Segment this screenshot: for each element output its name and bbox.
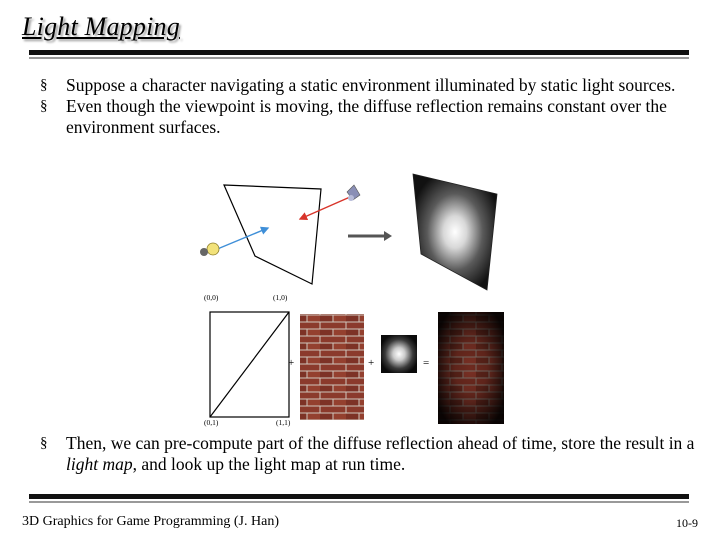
footer-rule bbox=[29, 494, 689, 499]
title-rule-shadow bbox=[29, 57, 689, 59]
bullet-icon: § bbox=[40, 77, 48, 93]
view-ray bbox=[215, 228, 268, 250]
equals-sign: = bbox=[423, 357, 430, 369]
uv-label-bl: (0,1) bbox=[204, 418, 219, 427]
wall-quad bbox=[224, 185, 321, 284]
arrow-head-icon bbox=[384, 231, 392, 241]
uv-label-tl: (0,0) bbox=[204, 293, 219, 302]
light-source-icon bbox=[347, 185, 360, 201]
page-number: 10-9 bbox=[676, 516, 698, 530]
slide-title: Light Mapping bbox=[22, 12, 180, 41]
bullet-text-pre: Then, we can pre-compute part of the diffuse reflection ahead of time, store the result in a bbox=[66, 433, 695, 453]
brick-texture bbox=[300, 314, 364, 420]
bullet-emphasis: light map bbox=[66, 454, 133, 474]
uv-label-tr: (1,0) bbox=[273, 293, 288, 302]
bullet-item bbox=[40, 96, 695, 138]
bullet-icon: § bbox=[40, 98, 48, 114]
bullet-icon: § bbox=[40, 435, 48, 451]
uv-square bbox=[204, 293, 291, 427]
bullet-text: Suppose a character navigating a static environment illuminated by static light sources. bbox=[66, 75, 676, 95]
bullet-text: Even though the viewpoint is moving, the diffuse reflection remains constant over the environment surfaces. bbox=[66, 96, 667, 137]
scene-diagram bbox=[200, 185, 360, 284]
bullet-text-post: , and look up the light map at run time. bbox=[132, 454, 406, 474]
uv-label-br: (1,1) bbox=[276, 418, 291, 427]
lit-wall bbox=[413, 174, 497, 290]
light-map bbox=[381, 335, 417, 373]
eye-icon bbox=[200, 243, 219, 256]
bullet-list-bottom bbox=[40, 433, 695, 475]
bullet-item bbox=[40, 433, 695, 475]
bullet-list-top bbox=[40, 75, 695, 138]
plus-sign-2: + bbox=[368, 357, 375, 369]
lit-brick-result bbox=[438, 312, 504, 424]
footer-rule-shadow bbox=[29, 501, 689, 503]
plus-sign-1: + bbox=[288, 357, 295, 369]
light-ray bbox=[300, 197, 350, 219]
footer-credit: 3D Graphics for Game Programming (J. Han) bbox=[22, 514, 279, 529]
light-mapping-figure bbox=[190, 168, 520, 430]
title-rule bbox=[29, 50, 689, 55]
bullet-item bbox=[40, 75, 695, 96]
